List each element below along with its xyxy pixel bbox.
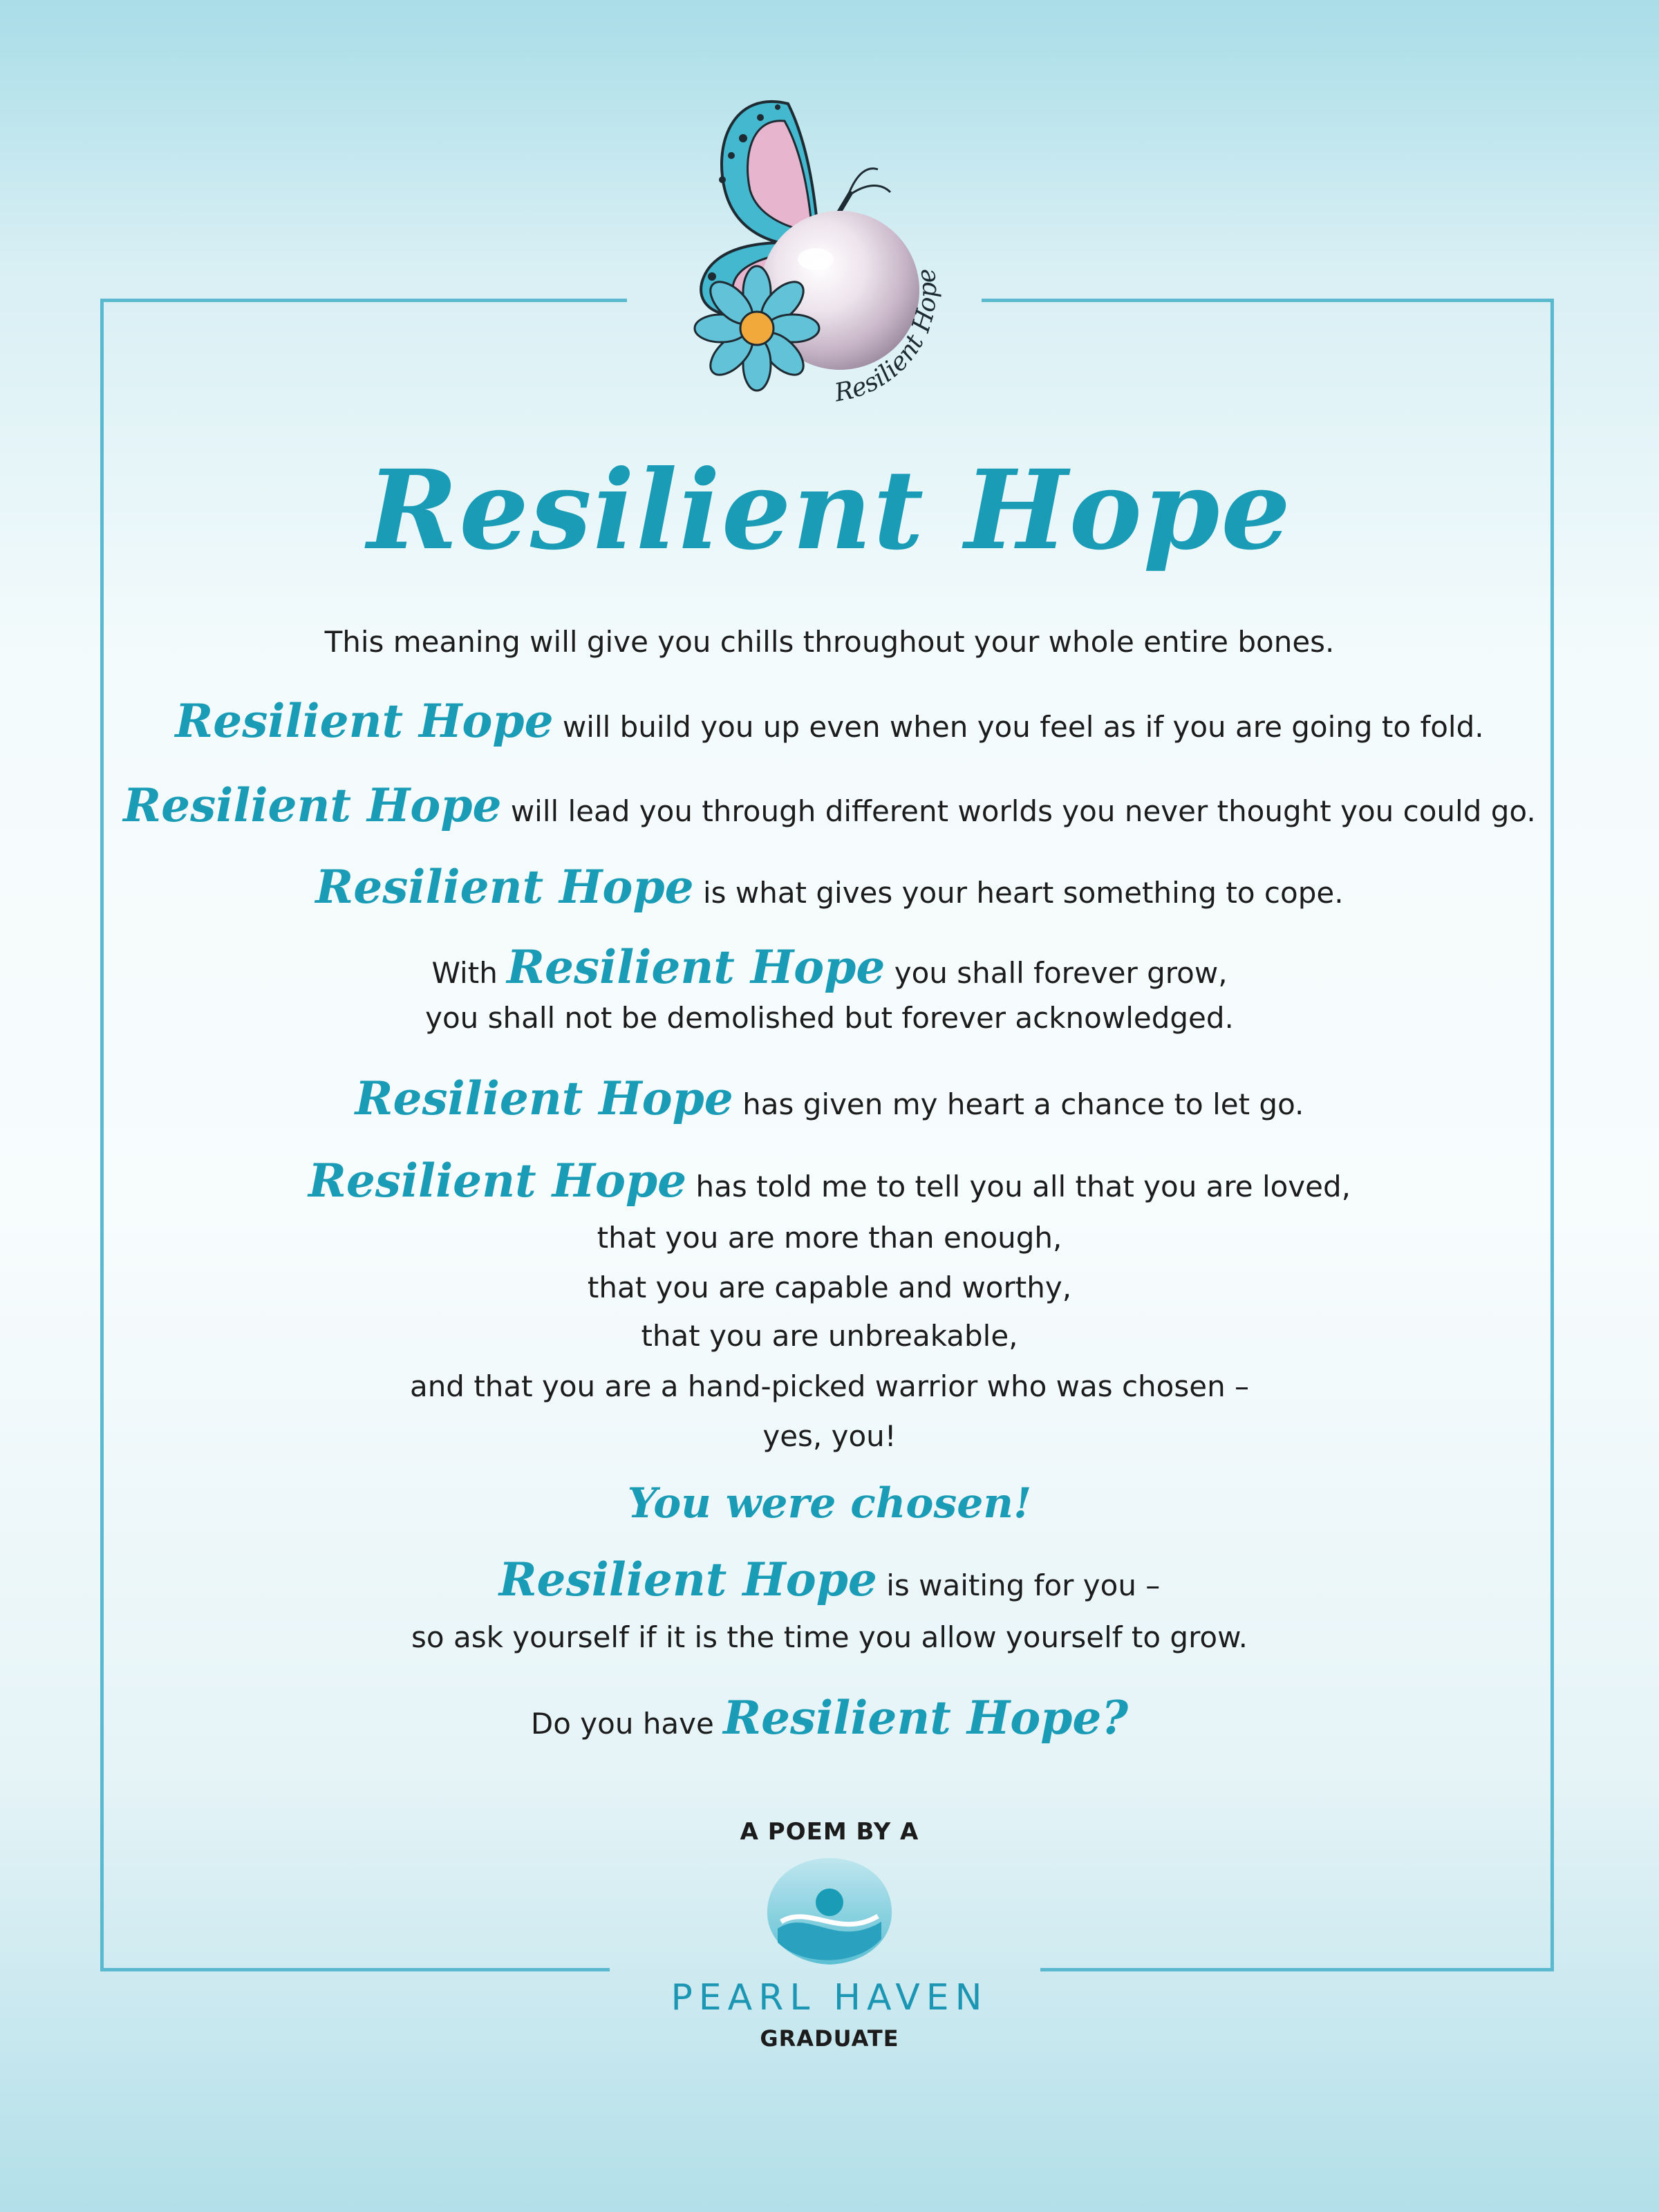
by-line: A POEM BY A	[740, 1818, 919, 1846]
poem-text: so ask yourself if it is the time you allow yourself to grow.	[411, 1620, 1248, 1654]
poem-line-2	[0, 694, 1659, 748]
poem-text: Do you have	[530, 1707, 724, 1741]
brand-name: PEARL HAVEN	[671, 1977, 988, 2018]
flower	[695, 266, 819, 391]
poem-line-12	[0, 1369, 1659, 1403]
poem-text: yes, you!	[762, 1419, 897, 1453]
poem-line-11	[0, 1319, 1659, 1353]
key-phrase: Resilient Hope	[123, 778, 502, 832]
poem-text: you shall forever grow,	[885, 956, 1228, 990]
poem-line-1	[0, 625, 1659, 659]
poem-chosen-line	[0, 1479, 1659, 1528]
key-phrase: Resilient Hope	[175, 694, 554, 748]
poem-line-14	[0, 1553, 1659, 1606]
logo-script-text: Resilient Hope	[832, 266, 943, 408]
poem-text: With	[431, 956, 507, 990]
poem-text: is what gives your heart something to cope.	[693, 876, 1344, 910]
chosen-text: You were chosen!	[627, 1479, 1032, 1528]
poem-text: will lead you through different worlds you never thought you could go.	[501, 794, 1536, 828]
pearl-haven-shell-icon	[760, 1853, 899, 1970]
poem-text: and that you are a hand-picked warrior who was chosen –	[409, 1369, 1250, 1403]
page-title: Resilient Hope	[367, 447, 1292, 574]
poem-text: that you are capable and worthy,	[587, 1271, 1072, 1304]
frame-top-right	[982, 299, 1554, 302]
poem-line-9	[0, 1221, 1659, 1255]
key-phrase: Resilient Hope	[507, 940, 885, 994]
frame-top-left	[100, 299, 627, 302]
key-phrase-question: Resilient Hope?	[723, 1691, 1129, 1745]
graduate-label: GRADUATE	[760, 2025, 899, 2052]
poem-line-10	[0, 1273, 1659, 1302]
poem-line-4	[0, 860, 1659, 914]
poem-text: has given my heart a chance to let go.	[733, 1087, 1304, 1121]
poem-line-6	[0, 1001, 1659, 1035]
key-phrase: Resilient Hope	[498, 1553, 877, 1606]
poem-text: is waiting for you –	[877, 1568, 1161, 1602]
poem-line-7	[0, 1071, 1659, 1125]
poem-line-13	[0, 1419, 1659, 1453]
poem-text: has told me to tell you all that you are loved,	[686, 1170, 1351, 1203]
poem-line-15	[0, 1620, 1659, 1654]
poem-text: you shall not be demolished but forever acknowledged.	[425, 1001, 1234, 1035]
poem-line-5	[0, 940, 1659, 994]
frame-bottom-right	[1040, 1968, 1554, 1971]
poem-text: that you are more than enough,	[597, 1221, 1062, 1255]
poem-text: will build you up even when you feel as if you are going to fold.	[553, 710, 1484, 744]
frame-bottom-left	[100, 1968, 610, 1971]
poem-text: that you are unbreakable,	[641, 1319, 1018, 1353]
poem-line-16	[0, 1691, 1659, 1745]
key-phrase: Resilient Hope	[355, 1071, 733, 1125]
key-phrase: Resilient Hope	[315, 860, 694, 914]
poem-text: This meaning will give you chills throughout your whole entire bones.	[324, 625, 1335, 659]
key-phrase: Resilient Hope	[308, 1154, 687, 1208]
butterfly-pearl-logo	[671, 90, 975, 422]
poem-line-3	[0, 778, 1659, 832]
poem-line-8	[0, 1154, 1659, 1208]
